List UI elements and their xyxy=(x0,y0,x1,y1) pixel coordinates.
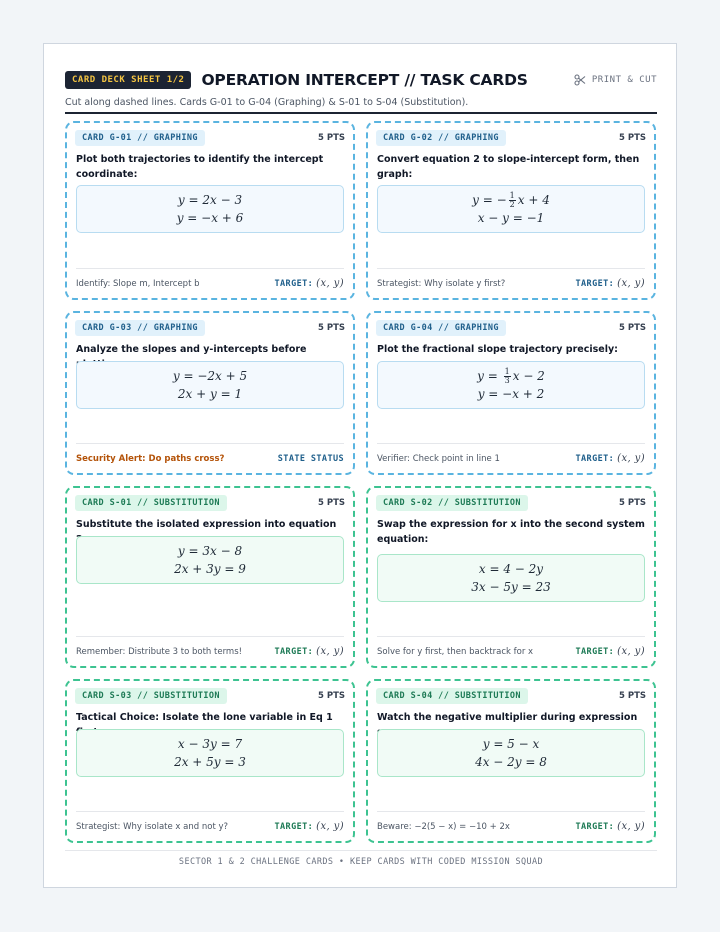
target-xy: (x, y) xyxy=(617,278,645,289)
task-card-s-03 xyxy=(65,679,355,843)
card-target xyxy=(576,821,645,832)
card-hint: Beware: −2(5 − x) = −10 + 2x xyxy=(377,822,510,832)
equation-2: y = −x + 2 xyxy=(477,387,545,401)
equation-2: x − y = −1 xyxy=(477,211,545,225)
card-target xyxy=(275,646,344,657)
equation-2: 2x + 3y = 9 xyxy=(174,562,246,576)
task-card-g-01 xyxy=(65,121,355,300)
task-card-g-03 xyxy=(65,311,355,475)
card-footer xyxy=(377,443,645,464)
fraction-numerator: 1 xyxy=(504,367,510,376)
card-prompt: Plot the fractional slope trajectory precisely: xyxy=(377,344,618,355)
equation-2: 3x − 5y = 23 xyxy=(471,580,551,594)
card-hint: Remember: Distribute 3 to both terms! xyxy=(76,647,243,657)
target-label: TARGET: xyxy=(575,454,615,464)
target-label: TARGET: xyxy=(575,279,615,289)
card-sheet xyxy=(43,43,677,888)
card-id: CARD G-03 // GRAPHING xyxy=(75,320,205,336)
target-label: TARGET: xyxy=(274,279,314,289)
equation-1: x − 3y = 7 xyxy=(177,737,243,751)
print-cut-text: PRINT & CUT xyxy=(591,75,657,85)
card-footer xyxy=(377,636,645,657)
card-points: 5 PTS xyxy=(618,691,646,701)
target-xy: (x, y) xyxy=(316,821,344,832)
target-label: TARGET: xyxy=(274,647,314,657)
card-points: 5 PTS xyxy=(317,498,345,508)
page-subtitle: Cut along dashed lines. Cards G-01 to G-04 (Graphing) & S-01 to S-04 (Substitution). xyxy=(65,97,469,108)
equation-box xyxy=(76,185,344,233)
card-footer xyxy=(76,443,344,464)
equation-1: y = −2x + 5 xyxy=(172,369,248,383)
card-prompt: Tactical Choice: Isolate the lone variable in Eq 1 xyxy=(76,712,333,723)
card-hint: Verifier: Check point in line 1 xyxy=(377,454,500,464)
equation-box xyxy=(377,554,645,602)
equation-1: y = 2x − 3 xyxy=(177,193,243,207)
card-footer xyxy=(76,636,344,657)
equation-box xyxy=(76,361,344,409)
card-id: CARD G-02 // GRAPHING xyxy=(376,130,506,146)
card-footer xyxy=(377,811,645,832)
card-hint: Solve for y first, then backtrack for x xyxy=(377,647,534,657)
card-hint: Identify: Slope m, Intercept b xyxy=(76,279,200,289)
equation-1: x = 4 − 2y xyxy=(478,562,544,576)
target-xy: (x, y) xyxy=(316,646,344,657)
fraction-denominator: 3 xyxy=(504,376,510,385)
card-id: CARD G-01 // GRAPHING xyxy=(75,130,205,146)
card-target xyxy=(275,278,344,289)
equation-box xyxy=(76,536,344,584)
card-id: CARD S-02 // SUBSTITUTION xyxy=(376,495,528,511)
task-card-g-04 xyxy=(366,311,656,475)
sheet-footer: SECTOR 1 & 2 CHALLENGE CARDS • KEEP CARDS WITH CODED MISSION SQUAD xyxy=(65,850,657,867)
card-id: CARD S-04 // SUBSTITUTION xyxy=(376,688,528,704)
card-id: CARD S-03 // SUBSTITUTION xyxy=(75,688,227,704)
card-footer xyxy=(76,811,344,832)
card-id: CARD S-01 // SUBSTITUTION xyxy=(75,495,227,511)
fraction-denominator: 2 xyxy=(509,200,515,209)
card-prompt: Convert equation 2 to slope-intercept form, then graph: xyxy=(377,154,640,180)
target-label: TARGET: xyxy=(575,647,615,657)
equation-1 xyxy=(472,191,550,209)
equation-2: y = −x + 6 xyxy=(176,211,244,225)
card-prompt: Analyze the slopes and y-intercepts before xyxy=(76,344,307,355)
card-points: 5 PTS xyxy=(317,133,345,143)
eq-part-pre: y = − xyxy=(472,193,507,207)
card-target xyxy=(576,453,645,464)
task-card-g-02 xyxy=(366,121,656,300)
task-card-s-01 xyxy=(65,486,355,668)
card-points: 5 PTS xyxy=(317,323,345,333)
card-footer xyxy=(377,268,645,289)
equation-box xyxy=(377,361,645,409)
scissors-icon xyxy=(574,74,586,86)
equation-box xyxy=(76,729,344,777)
target-label: TARGET: xyxy=(575,822,615,832)
sheet-tag: CARD DECK SHEET 1/2 xyxy=(65,71,191,89)
card-hint: Strategist: Why isolate y first? xyxy=(377,279,506,289)
header-divider xyxy=(65,112,657,114)
card-id: CARD G-04 // GRAPHING xyxy=(376,320,506,336)
target-xy: (x, y) xyxy=(617,821,645,832)
card-prompt: Substitute the isolated expression into equation xyxy=(76,519,337,530)
card-target xyxy=(576,646,645,657)
card-points: 5 PTS xyxy=(317,691,345,701)
fraction xyxy=(504,368,511,385)
card-points: 5 PTS xyxy=(618,498,646,508)
page-title: OPERATION INTERCEPT // TASK CARDS xyxy=(201,71,528,89)
equation-2: 4x − 2y = 8 xyxy=(475,755,547,769)
card-hint-alert: Security Alert: Do paths cross? xyxy=(76,454,225,464)
equation-1: y = 5 − x xyxy=(482,737,540,751)
equation-2: 2x + y = 1 xyxy=(177,387,243,401)
card-points: 5 PTS xyxy=(618,133,646,143)
card-footer xyxy=(76,268,344,289)
target-xy: (x, y) xyxy=(316,278,344,289)
equation-1 xyxy=(477,367,545,385)
card-target xyxy=(275,821,344,832)
equation-box xyxy=(377,185,645,233)
eq-part-post: x + 4 xyxy=(517,193,550,207)
task-card-s-04 xyxy=(366,679,656,843)
card-prompt: Watch the negative multiplier during expression xyxy=(377,712,638,723)
print-cut-label xyxy=(574,74,657,86)
target-label: TARGET: xyxy=(274,822,314,832)
sheet-header xyxy=(65,68,657,108)
fraction-numerator: 1 xyxy=(509,191,515,200)
equation-box xyxy=(377,729,645,777)
card-target xyxy=(576,278,645,289)
eq-part-pre: y = xyxy=(477,369,502,383)
card-points: 5 PTS xyxy=(618,323,646,333)
target-xy: (x, y) xyxy=(617,646,645,657)
card-prompt: Swap the expression for x into the second system equation: xyxy=(377,519,645,545)
target-xy: (x, y) xyxy=(617,453,645,464)
card-target: STATE STATUS xyxy=(277,454,344,464)
eq-part-post: x − 2 xyxy=(512,369,545,383)
equation-2: 2x + 5y = 3 xyxy=(174,755,246,769)
equation-1: y = 3x − 8 xyxy=(177,544,243,558)
task-card-s-02 xyxy=(366,486,656,668)
fraction xyxy=(509,192,516,209)
card-prompt: Plot both trajectories to identify the intercept coordinate: xyxy=(76,154,324,180)
card-hint: Strategist: Why isolate x and not y? xyxy=(76,822,229,832)
